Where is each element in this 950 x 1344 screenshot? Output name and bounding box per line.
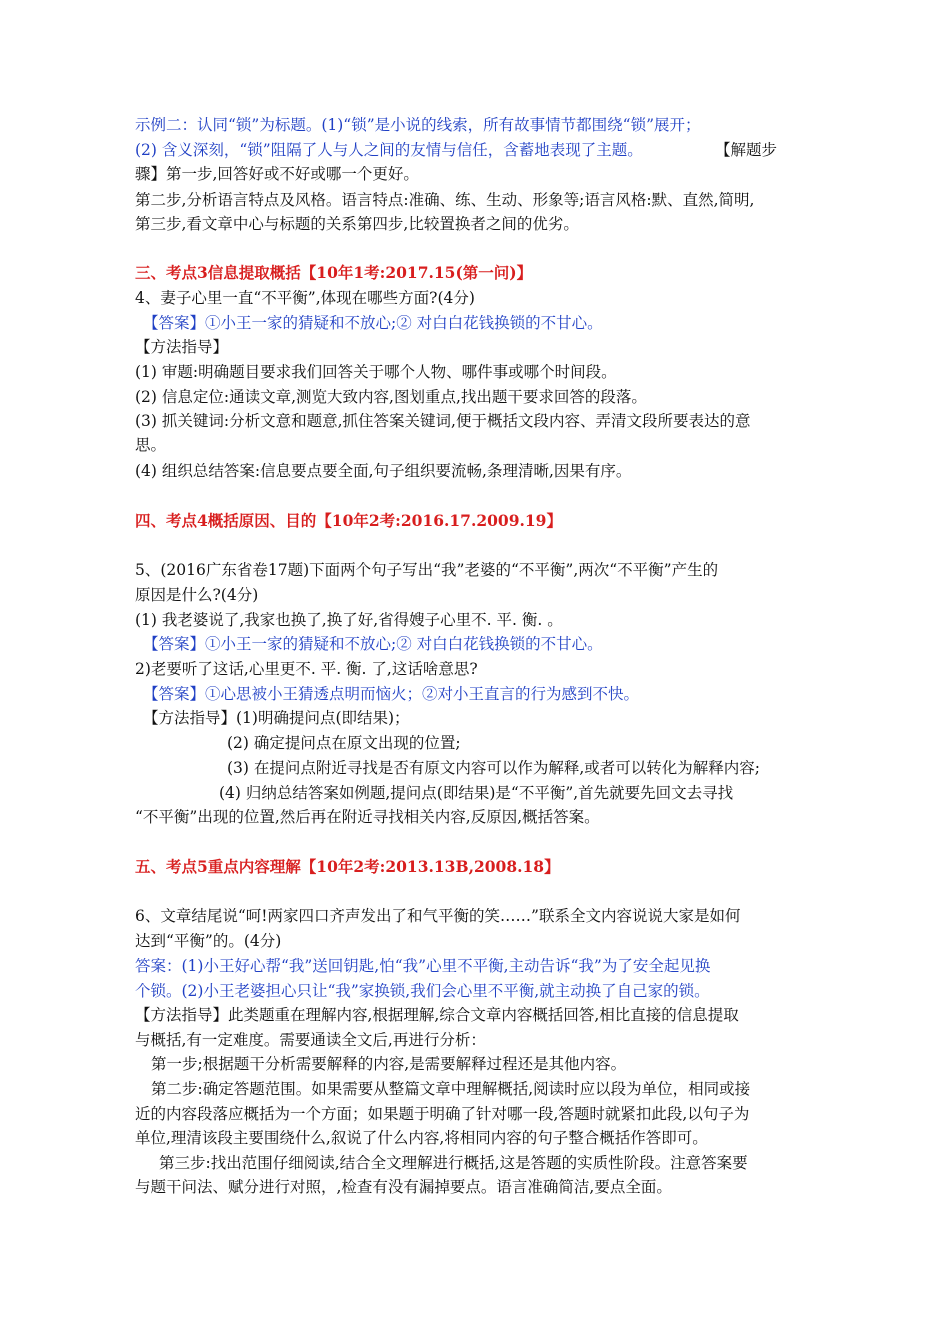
method-step4: (4) 组织总结答案:信息要点要全面,句子组织要流畅,条理清晰,因果有序。 — [135, 462, 632, 480]
question6-line2: 达到“平衡”的。(4分) — [135, 932, 282, 950]
example2-line4: 第二步,分析语言特点及风格。语言特点:准确、练、生动、形象等;语言风格:默、直然,简明, — [135, 191, 755, 209]
question5-line2: 原因是什么?(4分) — [135, 586, 259, 604]
section5-heading: 五、考点5重点内容理解【10年2考:2013.13B,2008.18】 — [135, 857, 560, 876]
example2-line2-tail: 【解题步 — [715, 141, 778, 159]
question5-method4: (4) 归纳总结答案如例题,提问点(即结果)是“不平衡”,首先就要先回文去寻找 — [219, 784, 734, 802]
question6-step3a: 第三步:找出范围仔细阅读,结合全文理解进行概括,这是答题的实质性阶段。注意答案要 — [159, 1154, 748, 1172]
question6-step2a: 第二步:确定答题范围。如果需要从整篇文章中理解概括,阅读时应以段为单位，相同或接 — [151, 1080, 751, 1098]
question6-step2b: 近的内容段落应概括为一个方面；如果题于明确了针对哪一段,答题时就紧扣此段,以句子为 — [135, 1105, 750, 1123]
question6-line1: 6、文章结尾说“呵!两家四口齐声发出了和气平衡的笑……”联系全文内容说说大家是如何 — [135, 907, 741, 925]
question4: 4、妻子心里一直“不平衡”,体现在哪些方面?(4分) — [135, 289, 475, 307]
question6-step2c: 单位,理清该段主要围绕什么,叙说了什么内容,将相同内容的句子整合概括作答即可。 — [135, 1129, 708, 1147]
question6-method1: 【方法指导】此类题重在理解内容,根据理解,综合文章内容概括回答,相比直接的信息提取 — [135, 1006, 739, 1024]
question5-method3: (3) 在提问点附近寻找是否有原文内容可以作为解释,或者可以转化为解释内容; — [227, 759, 761, 777]
question5-sentence1: (1) 我老婆说了,我家也换了,换了好,省得嫂子心里不. 平. 衡. 。 — [135, 611, 563, 629]
section4-heading: 四、考点4概括原因、目的【10年2考:2016.17.2009.19】 — [135, 511, 562, 530]
question6-step3b: 与题干问法、赋分进行对照，,检查有没有漏掉要点。语言准确简洁,要点全面。 — [135, 1178, 672, 1196]
question5-method1: 【方法指导】(1)明确提问点(即结果)； — [143, 709, 410, 727]
question6-method2: 与概括,有一定难度。需要通读全文后,再进行分析： — [135, 1031, 486, 1049]
example2-line5: 第三步,看文章中心与标题的关系第四步,比较置换者之间的优劣。 — [135, 215, 579, 233]
question4-answer: 【答案】①小王一家的猜疑和不放心;② 对白白花钱换锁的不甘心。 — [143, 314, 603, 332]
example2-line2: (2) 含义深刻，“锁”阻隔了人与人之间的友情与信任，含蓄地表现了主题。 — [135, 141, 643, 159]
method-step3b: 思。 — [135, 436, 167, 454]
method-step2: (2) 信息定位:通读文章,测览大致内容,图划重点,找出题干要求回答的段落。 — [135, 388, 647, 406]
example2-line3: 骤】第一步,回答好或不好或哪一个更好。 — [135, 165, 419, 183]
question6-answer2: 个锁。(2)小王老婆担心只让“我”家换锁,我们会心里不平衡,就主动换了自己家的锁。 — [135, 982, 710, 1000]
question6-answer1: 答案：(1)小王好心帮“我”送回钥匙,怕“我”心里不平衡,主动告诉“我”为了安全起见换 — [135, 957, 711, 975]
question5-answer1: 【答案】①小王一家的猜疑和不放心;② 对白白花钱换锁的不甘心。 — [143, 635, 603, 653]
question5-line1: 5、(2016广东省卷17题)下面两个句子写出“我”老婆的“不平衡”,两次“不平衡”产生的 — [135, 561, 719, 579]
method-step3a: (3) 抓关键词:分析文意和题意,抓住答案关键词,便于概括文段内容、弄清文段所要表达的意 — [135, 412, 751, 430]
question5-sentence2: 2)老要听了这话,心里更不. 平. 衡. 了,这话啥意思? — [135, 660, 478, 678]
example2-line1: 示例二：认同“锁”为标题。(1)“锁”是小说的线索，所有故事情节都围绕“锁”展开； — [135, 116, 701, 134]
question5-answer2: 【答案】①心思被小王猜透点明而恼火；②对小王直言的行为感到不快。 — [143, 685, 640, 703]
method-heading: 【方法指导】 — [135, 338, 229, 356]
question5-method2: (2) 确定提问点在原文出现的位置; — [227, 734, 461, 752]
question5-method5: “不平衡”出现的位置,然后再在附近寻找相关内容,反原因,概括答案。 — [135, 808, 600, 826]
question6-step1: 第一步;根据题干分析需要解释的内容,是需要解释过程还是其他内容。 — [151, 1055, 627, 1073]
method-step1: (1) 审题:明确题目要求我们回答关于哪个人物、哪件事或哪个时间段。 — [135, 363, 617, 381]
section3-heading: 三、考点3信息提取概括【10年1考:2017.15(第一问)】 — [135, 263, 533, 282]
